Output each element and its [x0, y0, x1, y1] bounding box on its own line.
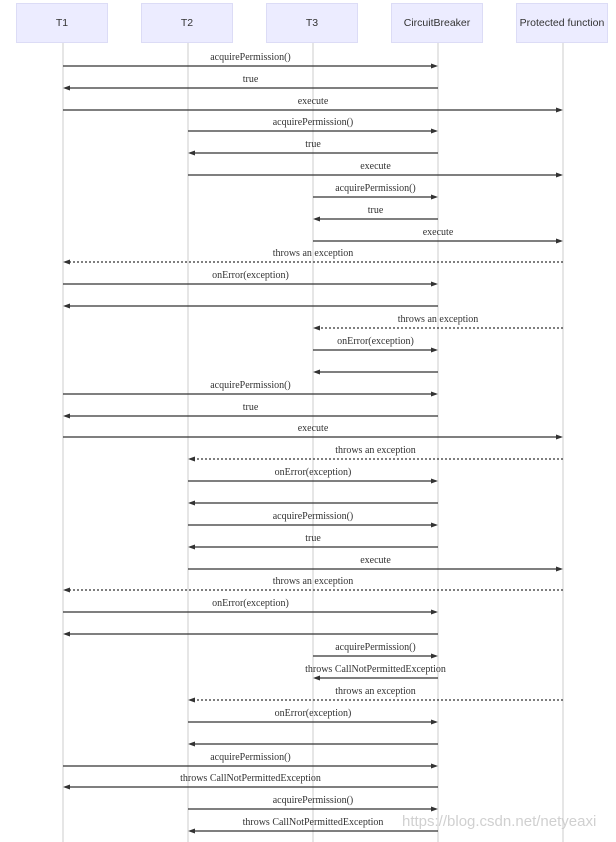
message-arrow: [188, 545, 438, 550]
message-label: execute: [297, 423, 329, 434]
message-label: true: [242, 74, 259, 85]
arrowhead-icon: [188, 501, 195, 506]
message-arrow: [63, 632, 438, 637]
message-label: acquirePermission(): [335, 183, 416, 194]
arrowhead-icon: [556, 173, 563, 178]
arrowhead-icon: [313, 370, 320, 375]
arrowhead-icon: [556, 567, 563, 572]
message-arrow: [63, 764, 438, 769]
arrowhead-icon: [313, 217, 320, 222]
message-arrow: [188, 523, 438, 528]
message-label: throws an exception: [272, 248, 354, 259]
arrowhead-icon: [431, 282, 438, 287]
message-label: throws an exception: [272, 576, 354, 587]
message-label: execute: [360, 555, 391, 566]
message-label: throws an exception: [335, 445, 416, 456]
arrowhead-icon: [431, 764, 438, 769]
arrowhead-icon: [431, 392, 438, 397]
message-arrow: [313, 348, 438, 353]
message-label: onError(exception): [337, 336, 414, 347]
message-arrow: [188, 567, 563, 572]
message-label: acquirePermission(): [272, 117, 354, 128]
message-arrow: [188, 742, 438, 747]
message-arrow: [188, 720, 438, 725]
message-label: acquirePermission(): [335, 642, 416, 653]
participant-t2: T2: [141, 3, 233, 43]
message-arrow: [188, 479, 438, 484]
message-label: onError(exception): [274, 708, 352, 719]
message-arrow: [63, 414, 438, 419]
message-arrow: [63, 435, 563, 440]
arrowhead-icon: [313, 326, 320, 331]
arrowhead-icon: [431, 523, 438, 528]
participant-pf: Protected function: [516, 3, 608, 43]
message-label: throws CallNotPermittedException: [305, 664, 446, 675]
message-label: acquirePermission(): [210, 752, 291, 763]
message-label: throws an exception: [397, 314, 479, 325]
message-label: true: [305, 139, 321, 150]
message-label: throws CallNotPermittedException: [180, 773, 321, 784]
message-label: execute: [360, 161, 391, 172]
message-arrow: [188, 151, 438, 156]
message-label: true: [305, 533, 321, 544]
message-arrow: [63, 108, 563, 113]
message-label: acquirePermission(): [210, 380, 291, 391]
arrowhead-icon: [188, 698, 195, 703]
arrowhead-icon: [63, 588, 70, 593]
message-label: throws an exception: [335, 686, 416, 697]
message-arrow: [188, 829, 438, 834]
message-arrow: [63, 260, 563, 265]
arrowhead-icon: [431, 654, 438, 659]
arrowhead-icon: [188, 829, 195, 834]
message-arrow: [188, 698, 563, 703]
message-label: execute: [422, 227, 454, 238]
arrowhead-icon: [63, 260, 70, 265]
arrowhead-icon: [431, 610, 438, 615]
message-label: onError(exception): [274, 467, 352, 478]
participant-t3: T3: [266, 3, 358, 43]
arrowhead-icon: [63, 86, 70, 91]
message-arrow: [313, 195, 438, 200]
arrowhead-icon: [188, 742, 195, 747]
arrowhead-icon: [188, 545, 195, 550]
participant-t1: T1: [16, 3, 108, 43]
message-arrow: [63, 588, 563, 593]
message-label: acquirePermission(): [210, 52, 291, 63]
arrowhead-icon: [431, 348, 438, 353]
message-arrow: [313, 239, 563, 244]
message-label: acquirePermission(): [272, 511, 354, 522]
arrowhead-icon: [431, 64, 438, 69]
arrowhead-icon: [188, 151, 195, 156]
message-arrow: [63, 392, 438, 397]
arrowhead-icon: [63, 632, 70, 637]
message-arrow: [63, 610, 438, 615]
message-label: throws CallNotPermittedException: [242, 817, 384, 828]
message-label: execute: [297, 96, 329, 107]
arrowhead-icon: [431, 129, 438, 134]
message-label: acquirePermission(): [272, 795, 354, 806]
message-arrow: [313, 370, 438, 375]
arrowhead-icon: [431, 195, 438, 200]
message-arrow: [63, 785, 438, 790]
arrowhead-icon: [431, 720, 438, 725]
message-arrow: [188, 807, 438, 812]
message-arrow: [313, 654, 438, 659]
arrowhead-icon: [63, 304, 70, 309]
message-arrow: [313, 676, 438, 681]
arrowhead-icon: [313, 676, 320, 681]
message-arrow: [188, 173, 563, 178]
message-arrow: [188, 457, 563, 462]
arrowhead-icon: [556, 108, 563, 113]
message-label: onError(exception): [212, 598, 289, 609]
message-arrow: [188, 501, 438, 506]
message-arrow: [63, 304, 438, 309]
arrowhead-icon: [63, 785, 70, 790]
message-arrow: [188, 129, 438, 134]
message-arrow: [63, 282, 438, 287]
arrowhead-icon: [431, 807, 438, 812]
message-arrow: [313, 217, 438, 222]
message-arrow: [313, 326, 563, 331]
participant-cb: CircuitBreaker: [391, 3, 483, 43]
arrowhead-icon: [188, 457, 195, 462]
message-label: true: [367, 205, 384, 216]
message-label: true: [242, 402, 259, 413]
arrowhead-icon: [431, 479, 438, 484]
message-label: onError(exception): [212, 270, 289, 281]
arrowhead-icon: [556, 435, 563, 440]
watermark: https://blog.csdn.net/netyeaxi: [402, 813, 597, 830]
message-arrow: [63, 86, 438, 91]
arrowhead-icon: [63, 414, 70, 419]
message-arrow: [63, 64, 438, 69]
arrowhead-icon: [556, 239, 563, 244]
